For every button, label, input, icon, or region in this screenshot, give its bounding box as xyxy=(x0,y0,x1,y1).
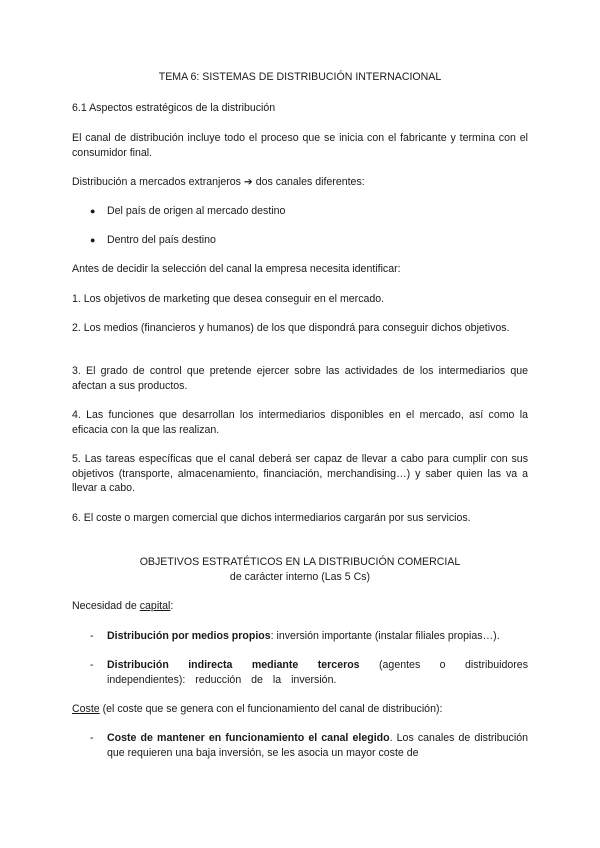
dash-icon: - xyxy=(90,732,94,744)
capital-heading: Necesidad de capital: xyxy=(72,600,174,612)
before-decide-paragraph: Antes de decidir la selección del canal la empresa necesita identificar: xyxy=(72,263,401,275)
foreign-markets-lead: Distribución a mercados extranjeros ➔ dos canales diferentes: xyxy=(72,176,365,188)
numbered-item: 2. Los medios (financieros y humanos) de los que dispondrá para conseguir dichos objetivos. xyxy=(72,322,510,334)
numbered-item: 5. Las tareas específicas que el canal deberá ser capaz de llevar a cabo para cumplir con sus objetivos (transporte, almacenamiento, financiación, merchandising…) y saber quien las va a llevar a cabo. xyxy=(72,453,528,494)
list-item xyxy=(90,731,528,760)
channel-text: Del país de origen al mercado destino xyxy=(107,205,286,217)
list-item xyxy=(90,629,528,644)
intro-paragraph: El canal de distribución incluye todo el proceso que se inicia con el fabricante y termina con el consumidor final. xyxy=(72,132,528,159)
subheading-line-2: de carácter interno (Las 5 Cs) xyxy=(229,571,371,583)
bullet-icon: ● xyxy=(90,235,96,245)
section-heading: 6.1 Aspectos estratégicos de la distribución xyxy=(72,102,276,114)
document-title: TEMA 6: SISTEMAS DE DISTRIBUCIÓN INTERNACIONAL xyxy=(158,71,442,83)
subheading-line-1: OBJETIVOS ESTRATÉTICOS EN LA DISTRIBUCIÓN COMERCIAL xyxy=(139,556,461,568)
dash-icon: - xyxy=(90,659,94,671)
numbered-item: 1. Los objetivos de marketing que desea conseguir en el mercado. xyxy=(72,293,385,305)
numbered-item: 6. El coste o margen comercial que dichos intermediarios cargarán por sus servicios. xyxy=(72,512,471,524)
numbered-item: 3. El grado de control que pretende ejercer sobre las actividades de los intermediarios que afectan a sus productos. xyxy=(72,365,528,392)
numbered-item: 4. Las funciones que desarrollan los intermediarios disponibles en el mercado, así como la eficacia con la que las realizan. xyxy=(72,409,528,436)
capital-item-text: Distribución por medios propios: inversión importante (instalar filiales propias…). xyxy=(107,630,500,642)
coste-item-text: Coste de mantener en funcionamiento el canal elegido. Los canales de distribución que requieren una baja inversión, se les asocia un mayor coste de xyxy=(107,732,528,759)
list-item xyxy=(90,658,528,687)
dash-icon: - xyxy=(90,630,94,642)
coste-heading: Coste (el coste que se genera con el funcionamiento del canal de distribución): xyxy=(72,703,443,715)
channel-text: Dentro del país destino xyxy=(107,234,216,246)
bullet-icon: ● xyxy=(90,206,96,216)
capital-item-text: Distribución indirecta mediante terceros (agentes o distribuidores independientes): reducción de la inversión. xyxy=(107,659,528,686)
